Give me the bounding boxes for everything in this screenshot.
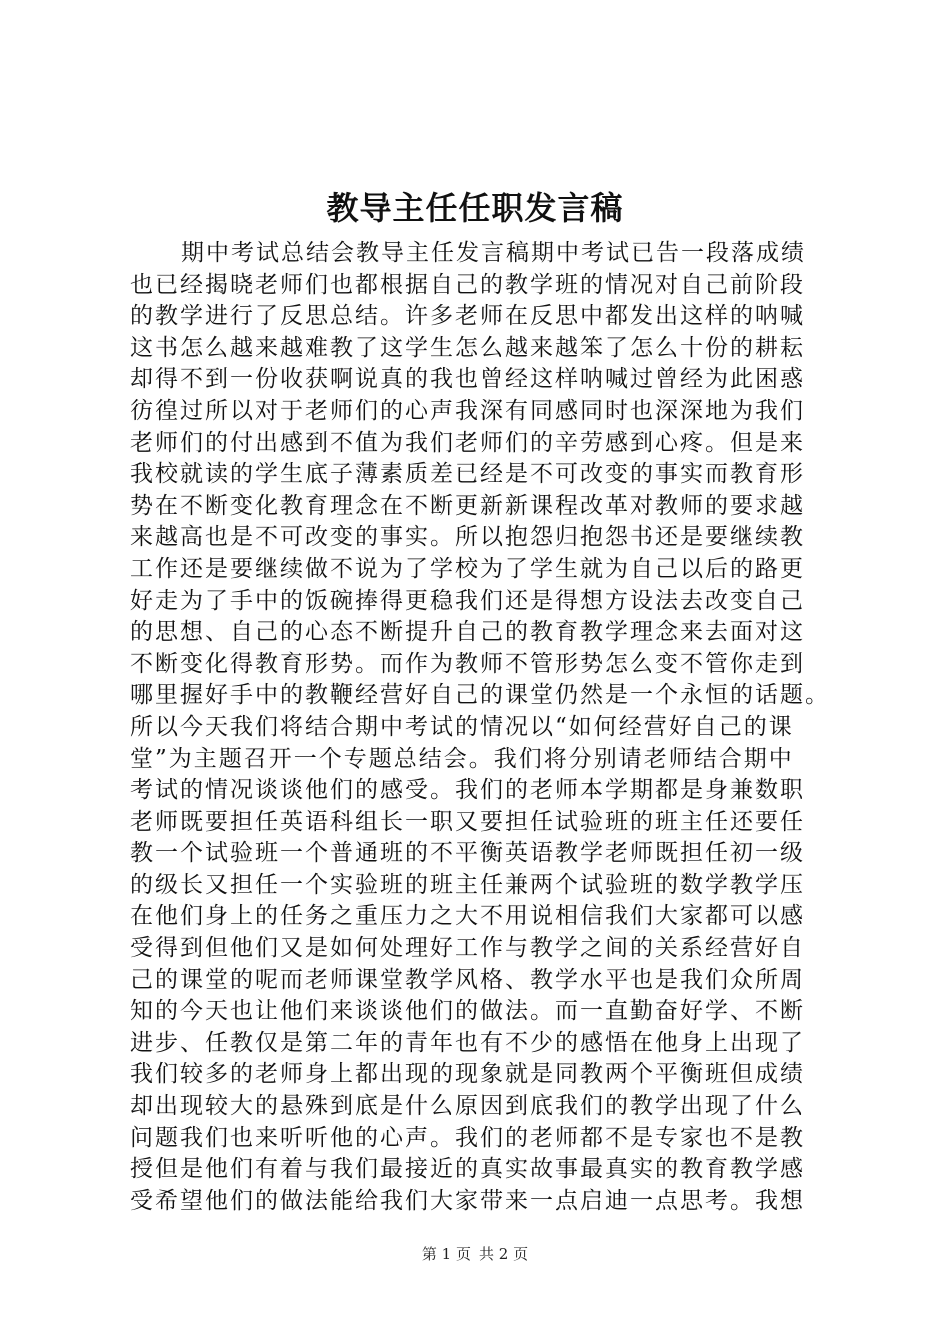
body-line: 这书怎么越来越难教了这学生怎么越来越笨了怎么十份的耕耘 [130, 334, 805, 361]
body-line: 教一个试验班一个普通班的不平衡英语教学老师既担任初一级 [130, 840, 805, 867]
body-line: 考试的情况谈谈他们的感受。我们的老师本学期都是身兼数职 [130, 777, 805, 804]
body-line: 我校就读的学生底子薄素质差已经是不可改变的事实而教育形 [130, 461, 805, 488]
body-line: 在他们身上的任务之重压力之大不用说相信我们大家都可以感 [130, 903, 805, 930]
body-line: 的思想、自己的心态不断提升自己的教育教学理念来去面对这 [130, 619, 805, 646]
body-line: 所以今天我们将结合期中考试的情况以“如何经营好自己的课 [130, 713, 794, 740]
body-line: 我们较多的老师身上都出现的现象就是同教两个平衡班但成绩 [130, 1061, 805, 1088]
body-line: 哪里握好手中的教鞭经营好自己的课堂仍然是一个永恒的话题。 [130, 682, 830, 709]
body-line: 好走为了手中的饭碗捧得更稳我们还是得想方设法去改变自己 [130, 587, 805, 614]
body-line: 却出现较大的悬殊到底是什么原因到底我们的教学出现了什么 [130, 1093, 805, 1120]
body-line: 不断变化得教育形势。而作为教师不管形势怎么变不管你走到 [130, 650, 805, 677]
page-footer [0, 1244, 950, 1264]
body-line: 己的课堂的呢而老师课堂教学风格、教学水平也是我们众所周 [130, 966, 805, 993]
body-line: 进步、任教仅是第二年的青年也有不少的感悟在他身上出现了 [130, 1029, 805, 1056]
body-line: 受希望他们的做法能给我们大家带来一点启迪一点思考。我想 [130, 1187, 805, 1214]
body-line: 来越高也是不可改变的事实。所以抱怨归抱怨书还是要继续教 [130, 524, 805, 551]
body-line: 却得不到一份收获啊说真的我也曾经这样呐喊过曾经为此困惑 [130, 366, 805, 393]
body-line: 老师既要担任英语科组长一职又要担任试验班的班主任还要任 [130, 808, 805, 835]
body-line: 授但是他们有着与我们最接近的真实故事最真实的教育教学感 [130, 1156, 805, 1183]
body-line: 老师们的付出感到不值为我们老师们的辛劳感到心疼。但是来 [130, 429, 805, 456]
body-line: 工作还是要继续做不说为了学校为了学生就为自己以后的路更 [130, 555, 805, 582]
body-line: 的级长又担任一个实验班的班主任兼两个试验班的数学教学压 [130, 871, 805, 898]
body-line: 彷徨过所以对于老师们的心声我深有同感同时也深深地为我们 [130, 397, 805, 424]
body-line: 堂”为主题召开一个专题总结会。我们将分别请老师结合期中 [130, 745, 794, 772]
body-line: 期中考试总结会教导主任发言稿期中考试已告一段落成绩 [181, 240, 806, 266]
body-line: 问题我们也来听听他的心声。我们的老师都不是专家也不是教 [130, 1124, 805, 1151]
body-line: 知的今天也让他们来谈谈他们的做法。而一直勤奋好学、不断 [130, 998, 805, 1025]
page-total: 共 2 页 [479, 1245, 529, 1263]
document-body [130, 238, 850, 1217]
body-line: 的教学进行了反思总结。许多老师在反思中都发出这样的呐喊 [130, 303, 805, 330]
body-line: 也已经揭晓老师们也都根据自己的教学班的情况对自己前阶段 [130, 271, 805, 298]
body-line: 受得到但他们又是如何处理好工作与教学之间的关系经营好自 [130, 935, 805, 962]
page-number: 第 1 页 [421, 1245, 471, 1263]
document-title: 教导主任任职发言稿 [326, 189, 624, 227]
body-line: 势在不断变化教育理念在不断更新新课程改革对教师的要求越 [130, 492, 805, 519]
